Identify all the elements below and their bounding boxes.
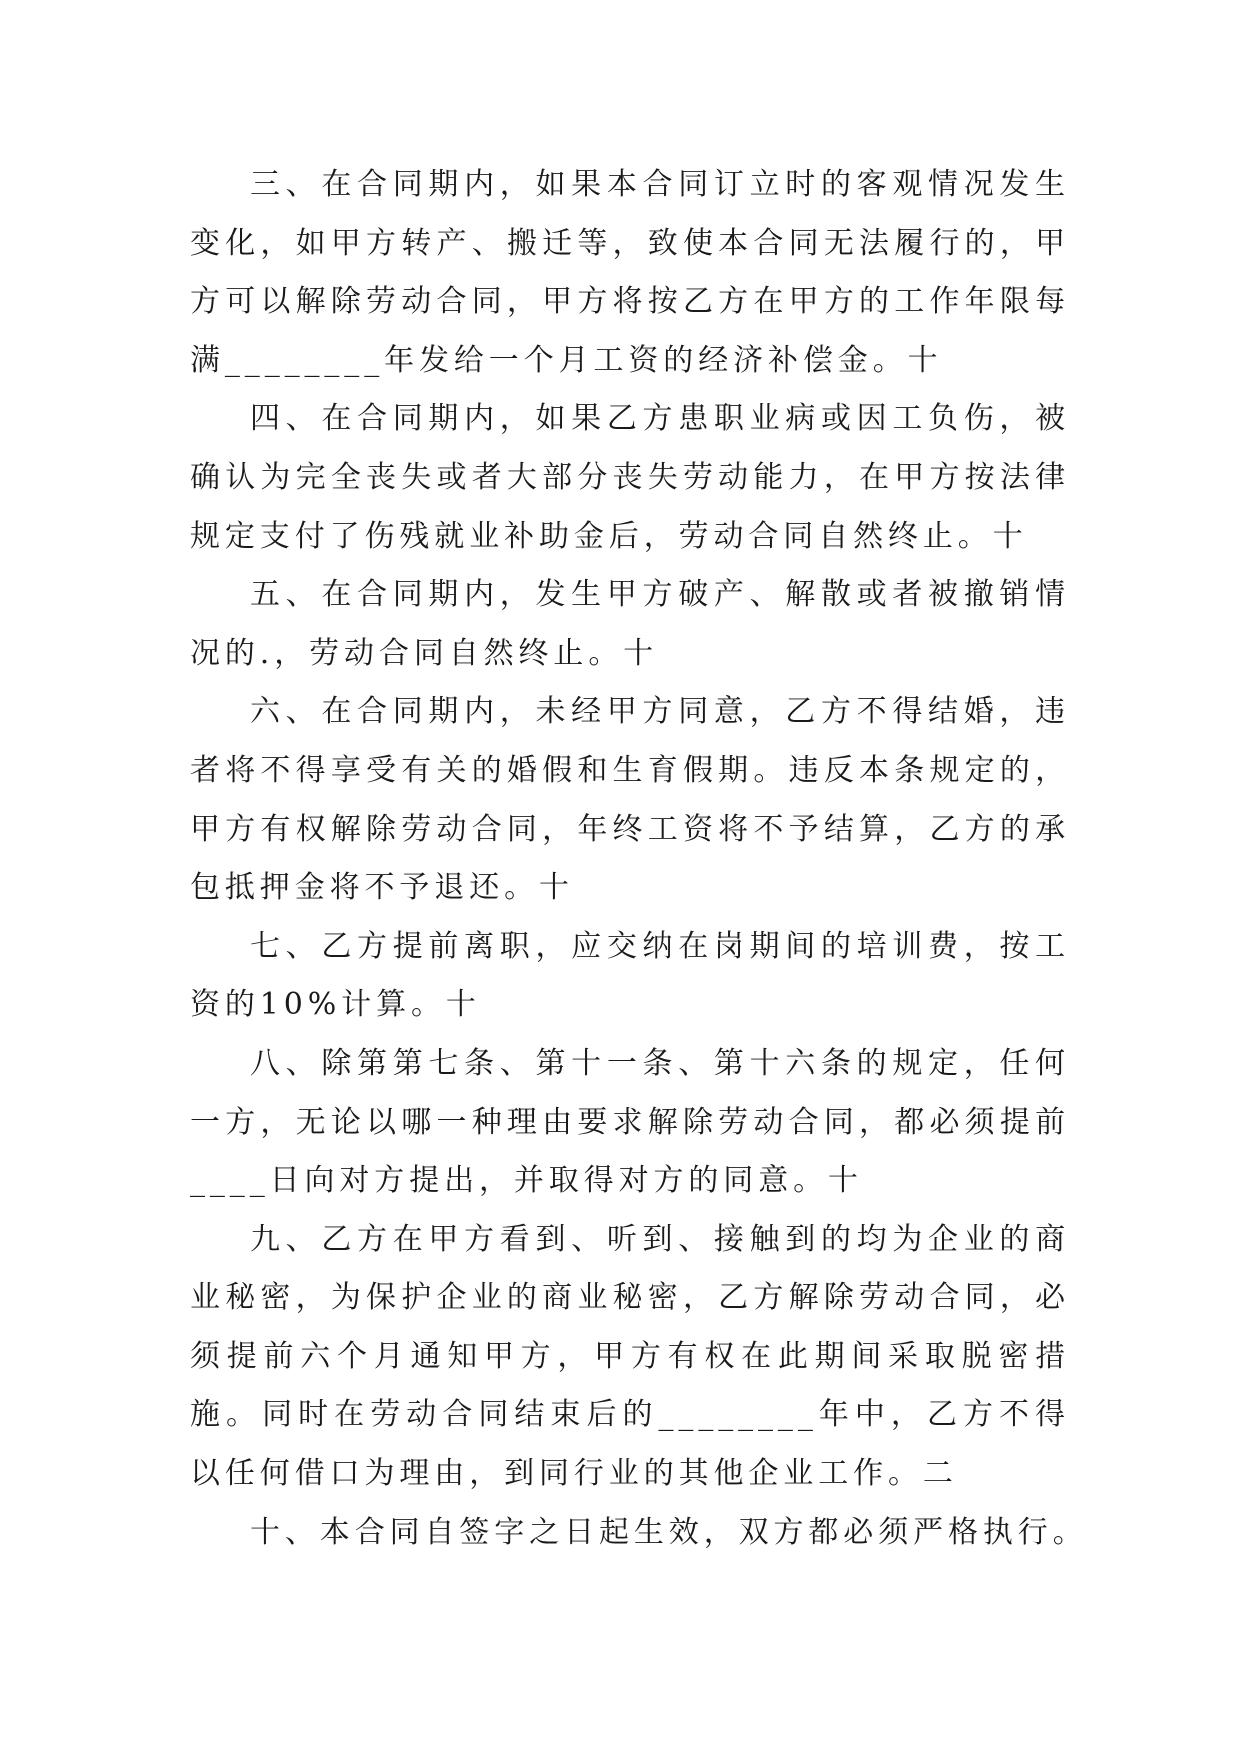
paragraph-clause-3: 三、在合同期内，如果本合同订立时的客观情况发生变化，如甲方转产、搬迁等，致使本合同无法履行的，甲方可以解除劳动合同，甲方将按乙方在甲方的工作年限每满________年发给一个月工资的经济补偿金。十	[190, 167, 1070, 378]
paragraph-clause-5: 五、在合同期内，发生甲方破产、解散或者被撤销情况的.，劳动合同自然终止。十	[190, 577, 1070, 671]
paragraph-clause-10: 十、本合同自签字之日起生效，双方都必须严格执行。	[250, 1514, 1088, 1550]
paragraph-clause-8: 八、除第第七条、第十一条、第十六条的规定，任何一方，无论以哪一种理由要求解除劳动合同，都必须提前____日向对方提出，并取得对方的同意。十	[190, 1045, 1070, 1199]
paragraph-clause-7: 七、乙方提前离职，应交纳在岗期间的培训费，按工资的10%计算。十	[190, 928, 1070, 1023]
paragraph-clause-6: 六、在合同期内，未经甲方同意，乙方不得结婚，违者将不得享受有关的婚假和生育假期。违反本条规定的，甲方有权解除劳动合同，年终工资将不予结算，乙方的承包抵押金将不予退还。十	[190, 694, 1070, 906]
document-body	[190, 156, 1088, 1562]
paragraph-clause-4: 四、在合同期内，如果乙方患职业病或因工负伤，被确认为完全丧失或者大部分丧失劳动能力，在甲方按法律规定支付了伤残就业补助金后，劳动合同自然终止。十	[190, 401, 1070, 554]
paragraph-clause-9: 九、乙方在甲方看到、听到、接触到的均为企业的商业秘密，为保护企业的商业秘密，乙方解除劳动合同，必须提前六个月通知甲方，甲方有权在此期间采取脱密措施。同时在劳动合同结束后的________年中，乙方不得以任何借口为理由，到同行业的其他企业工作。二	[190, 1221, 1070, 1492]
